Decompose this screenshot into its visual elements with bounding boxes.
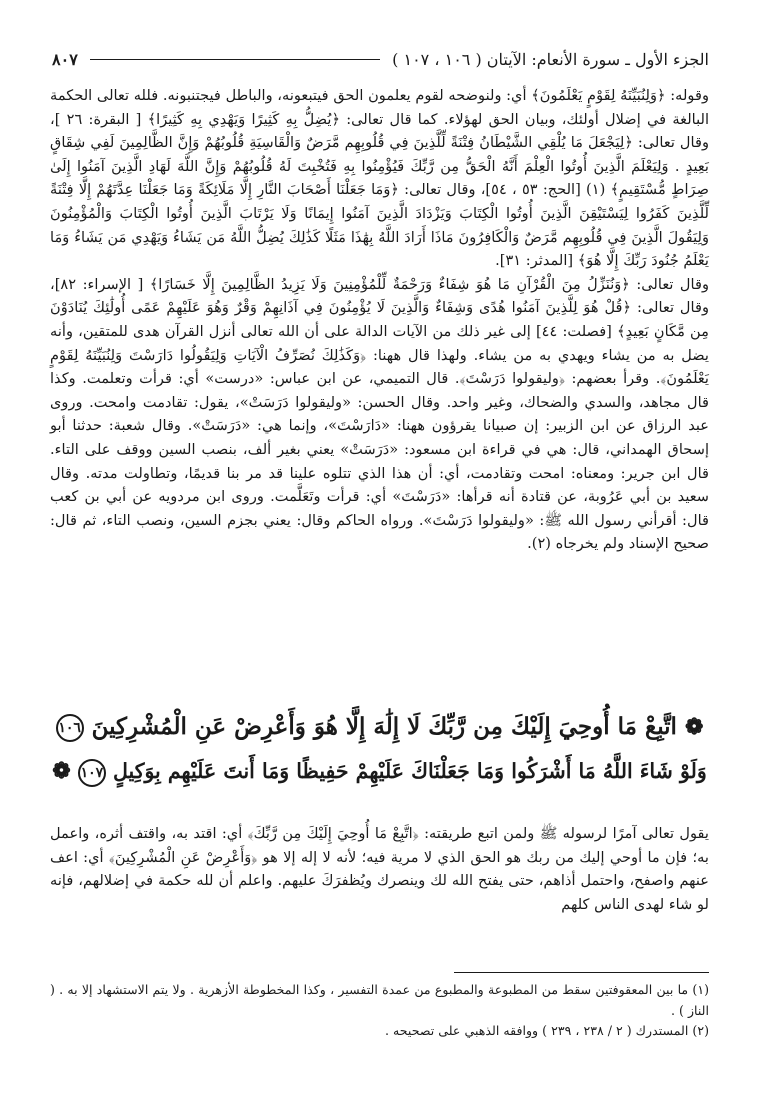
footnote-2: (٢) المستدرك ( ٢ / ٢٣٨ ، ٢٣٩ ) ووافقه الذهبي على تصحيحه . [385,1023,709,1038]
page-number: ٨٠٧ [52,49,78,69]
quran-verses [50,705,709,803]
verse-line-107 [50,749,709,793]
paragraph: يقول تعالى آمرًا لرسوله ﷺ ولمن اتبع طريقته: ﴿اتَّبِعْ مَا أُوحِيَ إِلَيْكَ مِن رَّبِّكَ﴾ أي: اقتد به، واقتف أثره، واعمل به؛ فإن ما أوحي إليك من ربك هو الحق الذي لا مرية فيه؛ لأنه لا إله إلا هو ﴿وَأَعْرِضْ عَنِ الْمُشْرِكِينَ﴾ أي: اعف عنهم واصفح، واحتمل أذاهم، حتى يفتح الله لك وينصرك ويُظفرَكَ عليهم. واعلم أن لله حكمة في إضلالهم، فإنه لو شاء لهدى الناس كلهم [50,825,709,913]
ornament-icon: ❁ [684,714,704,740]
verse-text: وَلَوْ شَاءَ اللَّهُ مَا أَشْرَكُوا وَمَا جَعَلْنَاكَ عَلَيْهِمْ حَفِيظًا وَمَا أَنتَ عَلَيْهِم بِوَكِيلٍ [112,759,707,783]
verse-number-badge: ١٠٦ [56,714,84,742]
paragraph: وقوله: ﴿وَلِنُبَيِّنَهُ لِقَوْمٍ يَعْلَمُونَ﴾ أي: ولنوضحه لقوم يعلمون الحق فيتبعونه، والباطل فيجتنبونه. فلله تعالى الحكمة البالغة في إضلال أولئك، وبيان الحق لهؤلاء. كما قال تعالى: ﴿يُضِلُّ بِهِ كَثِيرًا وَيَهْدِي بِهِ كَثِيرًا﴾ [ البقرة: ٢٦ ]، وقال تعالى: ﴿لِيَجْعَلَ مَا يُلْقِي الشَّيْطَانُ فِتْنَةً لِّلَّذِينَ فِي قُلُوبِهِم مَّرَضٌ وَالْقَاسِيَةِ قُلُوبُهُمْ وَإِنَّ الظَّالِمِينَ لَفِي شِقَاقٍ بَعِيدٍ . وَلِيَعْلَمَ الَّذِينَ أُوتُوا الْعِلْمَ أَنَّهُ الْحَقُّ مِن رَّبِّكَ فَيُؤْمِنُوا بِهِ فَتُخْبِتَ لَهُ قُلُوبُهُمْ وَإِنَّ اللَّهَ لَهَادِ الَّذِينَ آمَنُوا إِلَىٰ صِرَاطٍ مُّسْتَقِيمٍ﴾ (١) [الحج: ٥٣ ، ٥٤]، وقال تعالى: ﴿وَمَا جَعَلْنَا أَصْحَابَ النَّارِ إِلَّا مَلَائِكَةً وَمَا جَعَلْنَا عِدَّتَهُمْ إِلَّا فِتْنَةً لِّلَّذِينَ كَفَرُوا لِيَسْتَيْقِنَ الَّذِينَ أُوتُوا الْكِتَابَ وَيَزْدَادَ الَّذِينَ آمَنُوا إِيمَانًا وَلَا يَرْتَابَ الَّذِينَ أُوتُوا الْكِتَابَ وَالْمُؤْمِنُونَ وَلِيَقُولَ الَّذِينَ فِي قُلُوبِهِم مَّرَضٌ وَالْكَافِرُونَ مَاذَا أَرَادَ اللَّهُ بِهَٰذَا مَثَلًا كَذَٰلِكَ يُضِلُّ اللَّهُ مَن يَشَاءُ وَيَهْدِي مَن يَشَاءُ وَمَا يَعْلَمُ جُنُودَ رَبِّكَ إِلَّا هُوَ﴾ [المدثر: ٣١]. [50,87,709,270]
verse-line-106 [50,705,709,749]
ornament-icon: ❁ [52,758,71,784]
footnote-divider [454,972,709,973]
running-title: الجزء الأول ـ سورة الأنعام: الآيتان ( ١٠٦ ، ١٠٧ ) [392,49,709,69]
page-header [52,46,709,72]
footnote-1: (١) ما بين المعقوفتين سقط من المطبوعة والمطبوع من عمدة التفسير ، وكذا المخطوطة الأزهرية . ولا يتم الاستشهاد إلا به . ( الناز ) . [50,982,709,1018]
verse-number-badge: ١٠٧ [78,759,106,787]
verse-text: اتَّبِعْ مَا أُوحِيَ إِلَيْكَ مِن رَّبِّكَ لَا إِلَٰهَ إِلَّا هُوَ وَأَعْرِضْ عَنِ الْمُشْرِكِينَ [91,713,677,740]
commentary-block-lower [50,822,709,916]
paragraph: وقال تعالى: ﴿وَنُنَزِّلُ مِنَ الْقُرْآنِ مَا هُوَ شِفَاءٌ وَرَحْمَةٌ لِّلْمُؤْمِنِينَ وَلَا يَزِيدُ الظَّالِمِينَ إِلَّا خَسَارًا﴾ [ الإسراء: ٨٢]، وقال تعالى: ﴿قُلْ هُوَ لِلَّذِينَ آمَنُوا هُدًى وَشِفَاءٌ وَالَّذِينَ لَا يُؤْمِنُونَ فِي آذَانِهِمْ وَقْرٌ وَهُوَ عَلَيْهِمْ عَمًى أُولَٰئِكَ يُنَادَوْنَ مِن مَّكَانٍ بَعِيدٍ﴾ [فصلت: ٤٤] إلى غير ذلك من الآيات الدالة على أن الله تعالى أنزل القرآن هدى للمتقين، وأنه يضل به من يشاء ويهدي به من يشاء. ولهذا قال ههنا: ﴿وَكَذَٰلِكَ نُصَرِّفُ الْآيَاتِ وَلِيَقُولُوا دَارَسْتَ وَلِنُبَيِّنَهُ لِقَوْمٍ يَعْلَمُونَ﴾. وقرأ بعضهم: ﴿وليقولوا دَرَسْتَ﴾. قال التميمي، عن ابن عباس: «درست» أي: قرأت وتعلمت. وكذا قال مجاهد، والسدي والضحاك، وغير واحد. وقال الحسن: «وليقولوا دَرَسَتْ»، يقول: تقادمت وامحت. وروى عبد الرزاق عن ابن الزبير: إن صبيانا يقرؤون ههنا: «دَارَسْتَ»، وإنما هي: «دَرَسَتْ». وقال شعبة: حدثنا أبو إسحاق الهمداني، قال: هي في قراءة ابن مسعود: «دَرَسَتْ» يعني بغير ألف، بنصب السين ووقف على التاء. قال ابن جرير: ومعناه: امحت وتقادمت، أي: أن هذا الذي تتلوه علينا قد مر بنا قديمًا، وتطاولت مدته. وقال سعيد بن أبي عَرُوبة، عن قتادة أنه قرأها: «دَرَسْتَ» أي: قرأت وتَعَلَّمت. وروى ابن مردويه عن أبي بن كعب قال: أقرأني رسول الله ﷺ: «وليقولوا دَرَسْتَ». ورواه الحاكم وقال: يعني بجزم السين، ونصب التاء، ثم قال: صحيح الإسناد ولم يخرجاه (٢). [50,275,709,553]
commentary-block-upper [50,84,709,556]
footnotes [50,980,709,1042]
header-rule [90,59,380,60]
